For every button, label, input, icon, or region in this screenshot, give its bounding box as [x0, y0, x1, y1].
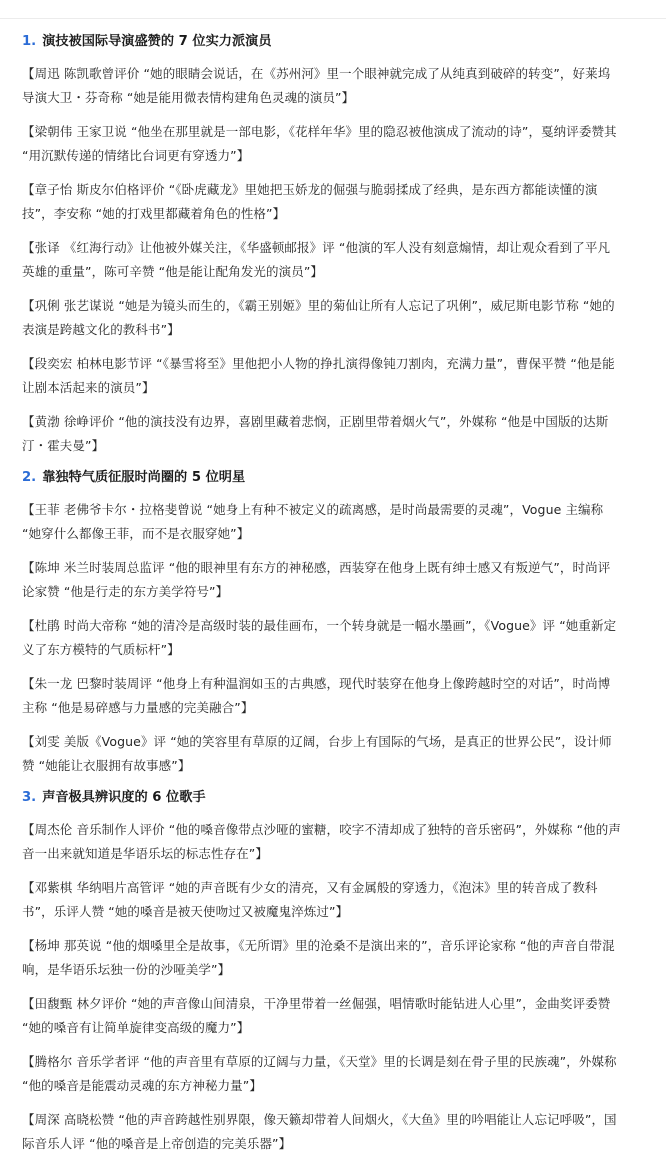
- list-item: 【王菲 老佛爷卡尔・拉格斐曾说 “她身上有种不被定义的疏离感，是时尚最需要的灵魂”，Vogue 主编称 “她穿什么都像王菲，而不是衣服穿她”】: [22, 502, 604, 541]
- list-item: 【黄渤 徐峥评价 “他的演技没有边界，喜剧里藏着悲悯，正剧里带着烟火气”，外媒称 “他是中国版的达斯汀・霍夫曼”】: [22, 414, 609, 453]
- list-item: 【巩俐 张艺谋说 “她是为镜头而生的，《霸王别姬》里的菊仙让所有人忘记了巩俐”，威尼斯电影节称 “她的表演是跨越文化的教科书”】: [22, 298, 615, 337]
- list-item: 【章子怡 斯皮尔伯格评价 “《卧虎藏龙》里她把玉娇龙的倔强与脆弱揉成了经典，是东西方都能读懂的演技”，李安称 “她的打戏里都藏着角色的性格”】: [22, 182, 598, 221]
- section-fashion: [0, 468, 666, 778]
- list-item: 【段奕宏 柏林电影节评 “《暴雪将至》里他把小人物的挣扎演得像钝刀割肉，充满力量”，曹保平赞 “他是能让剧本活起来的演员”】: [22, 356, 615, 395]
- list-item: 【田馥甄 林夕评价 “她的声音像山间清泉，干净里带着一丝倔强，唱情歌时能钻进人心里”，金曲奖评委赞 “她的嗓音有让简单旋律变高级的魔力”】: [22, 996, 611, 1035]
- list-item: 【陈坤 米兰时装周总监评 “他的眼神里有东方的神秘感，西装穿在他身上既有绅士感又有叛逆气”，时尚评论家赞 “他是行走的东方美学符号”】: [22, 560, 611, 599]
- section-number: 1.: [22, 34, 37, 49]
- list-item: 【梁朝伟 王家卫说 “他坐在那里就是一部电影，《花样年华》里的隐忍被他演成了流动的诗”，戛纳评委赞其 “用沉默传递的情绪比台词更有穿透力”】: [22, 124, 617, 163]
- list-item: 【腾格尔 音乐学者评 “他的声音里有草原的辽阔与力量，《天堂》里的长调是刻在骨子里的民族魂”，外媒称 “他的嗓音是能震动灵魂的东方神秘力量”】: [22, 1054, 617, 1093]
- top-divider: [0, 18, 666, 19]
- section-actors: [0, 32, 666, 458]
- list-item: 【张译 《红海行动》让他被外媒关注，《华盛顿邮报》评 “他演的军人没有刻意煽情，却让观众看到了平凡英雄的重量”，陈可辛赞 “他是能让配角发光的演员”】: [22, 240, 611, 279]
- section-number: 2.: [22, 470, 37, 485]
- section-singers: [0, 788, 666, 1156]
- list-item: 【朱一龙 巴黎时装周评 “他身上有种温润如玉的古典感，现代时装穿在他身上像跨越时空的对话”，时尚博主称 “他是易碎感与力量感的完美融合”】: [22, 676, 611, 715]
- list-item: 【邓紫棋 华纳唱片高管评 “她的声音既有少女的清亮，又有金属般的穿透力，《泡沫》里的转音成了教科书”，乐评人赞 “她的嗓音是被天使吻过又被魔鬼淬炼过”】: [22, 880, 598, 919]
- article-content: [0, 28, 666, 1166]
- list-item: 【周深 高晓松赞 “他的声音跨越性别界限，像天籁却带着人间烟火，《大鱼》里的吟唱能让人忘记呼吸”，国际音乐人评 “他的嗓音是上帝创造的完美乐器”】: [22, 1112, 617, 1151]
- section-heading: [22, 788, 666, 808]
- section-title: 演技被国际导演盛赞的 7 位实力派演员: [42, 34, 272, 49]
- list-item: 【杨坤 那英说 “他的烟嗓里全是故事，《无所谓》里的沧桑不是演出来的”，音乐评论家称 “他的声音自带混响，是华语乐坛独一份的沙哑美学”】: [22, 938, 615, 977]
- section-title: 声音极具辨识度的 6 位歌手: [42, 790, 206, 805]
- section-number: 3.: [22, 790, 37, 805]
- list-item: 【杜鹃 时尚大帝称 “她的清冷是高级时装的最佳画布，一个转身就是一幅水墨画”，《Vogue》评 “她重新定义了东方模特的气质标杆”】: [22, 618, 617, 657]
- list-item: 【刘雯 美版《Vogue》评 “她的笑容里有草原的辽阔，台步上有国际的气场，是真正的世界公民”，设计师赞 “她能让衣服拥有故事感”】: [22, 734, 612, 773]
- section-heading: [22, 468, 666, 488]
- section-title: 靠独特气质征服时尚圈的 5 位明星: [42, 470, 246, 485]
- section-heading: [22, 32, 666, 52]
- list-item: 【周迅 陈凯歌曾评价 “她的眼睛会说话，在《苏州河》里一个眼神就完成了从纯真到破碎的转变”，好莱坞导演大卫・芬奇称 “她是能用微表情构建角色灵魂的演员”】: [22, 66, 611, 105]
- list-item: 【周杰伦 音乐制作人评价 “他的嗓音像带点沙哑的蜜糖，咬字不清却成了独特的音乐密码”，外媒称 “他的声音一出来就知道是华语乐坛的标志性存在”】: [22, 822, 621, 861]
